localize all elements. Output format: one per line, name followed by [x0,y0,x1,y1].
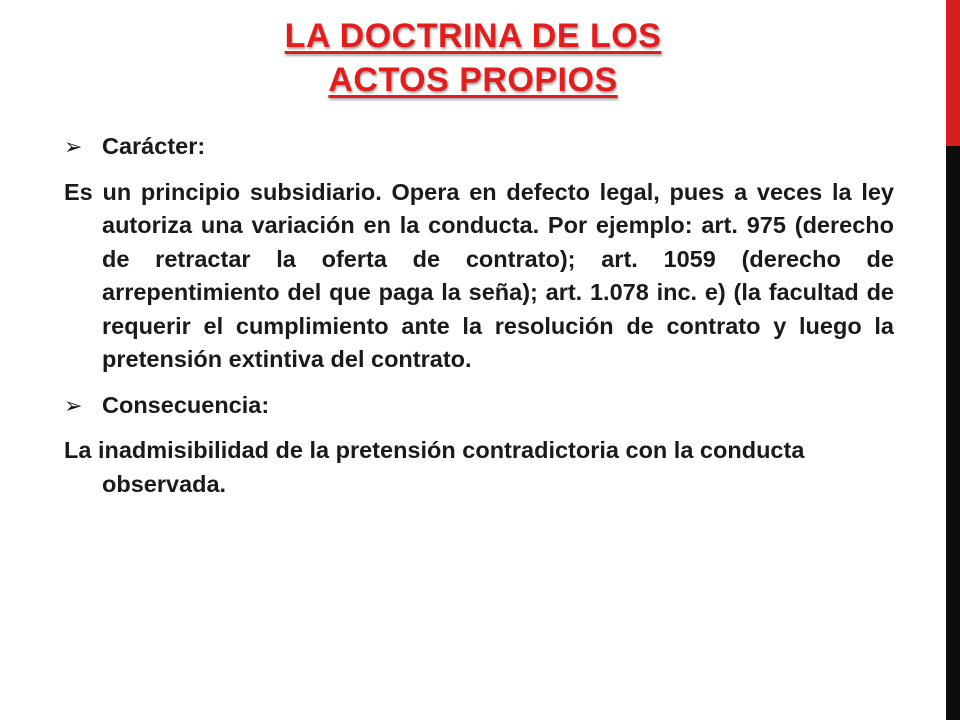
side-bar-accent [946,0,960,146]
arrow-bullet-icon: ➢ [64,392,83,418]
title-line-2: ACTOS PROPIOS [328,61,618,99]
bullet-label: Consecuencia: [102,391,270,418]
bullet-label: Carácter: [102,133,206,159]
paragraph-caracter: Es un principio subsidiario. Opera en defecto legal, pues a veces la ley autoriza una variación en la conducta. Por ejemplo: art. 975 (derecho de retractar la oferta de contrato); art. 1059 (derecho de arrepentimiento del que paga la seña); art. 1.078 inc. e) (la facultad de requerir el cumplimiento ante la resolución de contrato y luego la pretensión extintiva del contrato. [64,178,894,372]
bullet-caracter [64,130,894,164]
arrow-bullet-icon: ➢ [64,134,83,159]
paragraph-consecuencia: La inadmisibilidad de la pretensión contradictoria con la conducta observada. [64,437,805,497]
side-bar [946,0,960,720]
slide-title [0,14,946,102]
bullet-consecuencia [64,389,894,423]
slide-content [64,130,894,513]
title-line-1: LA DOCTRINA DE LOS [284,17,662,55]
